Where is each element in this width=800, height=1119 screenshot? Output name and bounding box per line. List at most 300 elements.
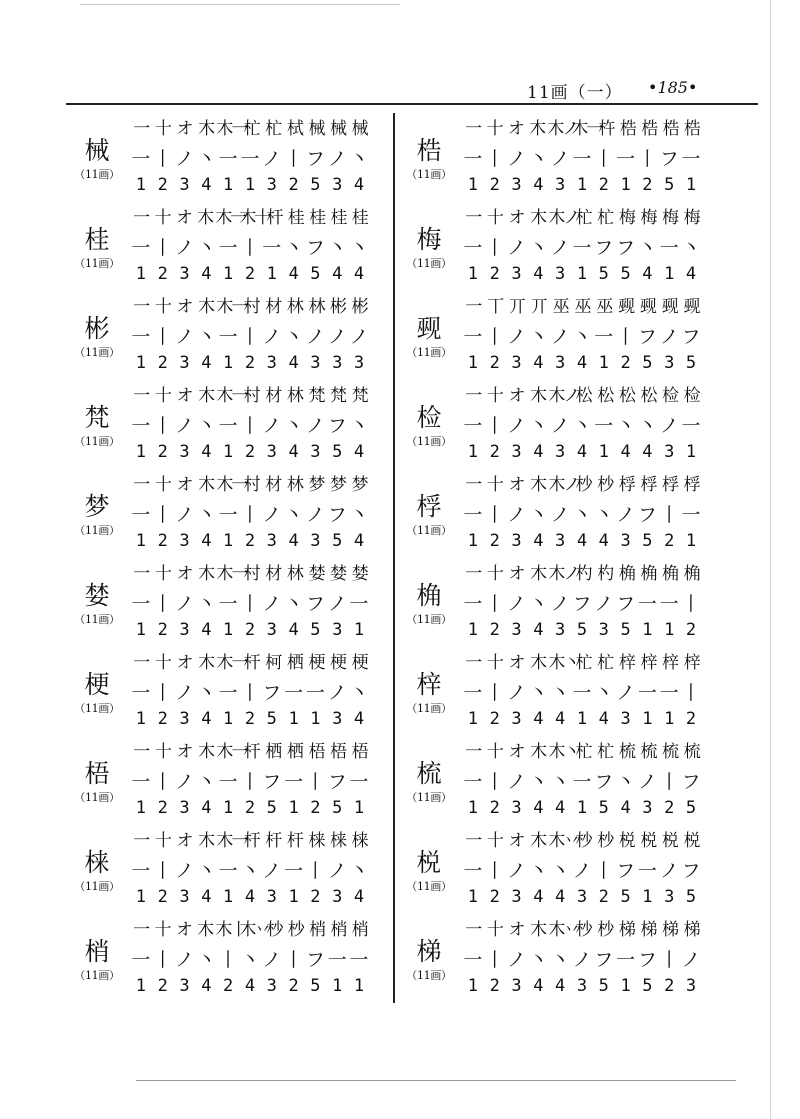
stroke-number: 1: [642, 620, 653, 640]
progressive-form: オ: [508, 386, 524, 406]
stroke-number: 4: [288, 531, 299, 551]
stroke-shape: フ: [616, 237, 636, 259]
stroke-shape: 丨: [218, 949, 238, 971]
stroke-shape: 丶: [196, 771, 216, 793]
stroke-number: 1: [223, 353, 234, 373]
stroke-number: 2: [598, 887, 609, 907]
stroke-shape: 丶: [528, 860, 548, 882]
progressive-form-row: [462, 653, 702, 673]
stroke-shape: 一: [131, 682, 151, 704]
left-column: [70, 113, 385, 1003]
stroke-number: 3: [179, 887, 190, 907]
stroke-shape: ノ: [594, 593, 614, 615]
headword-character: 桂: [84, 225, 110, 254]
stroke-shape: フ: [659, 148, 679, 170]
progressive-form: 杧: [265, 119, 281, 139]
headword-character: 梦: [84, 492, 110, 521]
stroke-shape: フ: [327, 415, 347, 437]
stroke-number: 1: [467, 353, 479, 373]
progressive-form: 梢: [351, 920, 367, 940]
stroke-number: 2: [157, 264, 168, 284]
stroke-shape: 丨: [485, 682, 505, 704]
stroke-count-badge: （11画）: [74, 969, 120, 982]
progressive-form: 桷: [618, 564, 634, 584]
column-divider: [393, 113, 395, 1003]
stroke-number: 4: [201, 798, 212, 818]
progressive-form: 十: [486, 119, 502, 139]
character-entry: [70, 469, 385, 558]
progressive-form: 梵: [308, 386, 324, 406]
progressive-form: 觋: [639, 297, 655, 317]
stroke-shape: フ: [262, 682, 282, 704]
progressive-form: 梓: [683, 653, 699, 673]
stroke-shape: ノ: [262, 949, 282, 971]
stroke-shape: 一: [572, 771, 592, 793]
progressive-form: 木十: [239, 208, 270, 228]
progressive-form: オ: [176, 297, 192, 317]
progressive-form: 木: [198, 475, 214, 495]
stroke-shape: 一: [463, 682, 483, 704]
stroke-count-badge: （11画）: [74, 791, 120, 804]
progressive-form: オ: [508, 653, 524, 673]
stroke-shape: 丨: [153, 593, 173, 615]
stroke-number: 5: [332, 531, 343, 551]
stroke-number: 1: [135, 709, 147, 729]
stroke-shape: 丨: [153, 504, 173, 526]
stroke-shape: 一: [131, 415, 151, 437]
stroke-number: 5: [266, 798, 277, 818]
progressive-form: 木丶: [548, 742, 579, 762]
progressive-form: 彬: [351, 297, 367, 317]
stroke-number: 4: [555, 976, 566, 996]
stroke-number: 2: [157, 976, 168, 996]
stroke-number: 1: [223, 798, 234, 818]
stroke-number: 4: [332, 264, 343, 284]
stroke-shape: フ: [594, 237, 614, 259]
stroke-number: 4: [642, 264, 653, 284]
progressive-form: 木: [198, 386, 214, 406]
stroke-number: 1: [223, 264, 234, 284]
stroke-number: 2: [489, 620, 500, 640]
stroke-number: 4: [533, 353, 544, 373]
progressive-form: 杧: [597, 653, 613, 673]
stroke-number: 1: [223, 442, 234, 462]
stroke-shape: ノ: [305, 326, 325, 348]
progressive-form: 栖: [286, 653, 302, 673]
stroke-number: 1: [310, 709, 321, 729]
stroke-number: 4: [533, 264, 544, 284]
stroke-number: 4: [353, 264, 365, 284]
stroke-shape: 一: [572, 148, 592, 170]
stroke-number: 3: [620, 709, 631, 729]
stroke-shape: 丶: [349, 504, 369, 526]
stroke-number: 3: [266, 442, 277, 462]
stroke-shape: ノ: [507, 682, 527, 704]
stroke-shape: ノ: [550, 148, 570, 170]
stroke-shape: ノ: [550, 415, 570, 437]
progressive-form: 梏: [619, 119, 635, 139]
progressive-form: 十: [154, 831, 170, 851]
progressive-form: 一: [133, 386, 149, 406]
progressive-form: 木一: [216, 475, 247, 495]
progressive-form: オ: [508, 920, 524, 940]
stroke-shape: ノ: [507, 237, 527, 259]
progressive-form: 杆: [265, 831, 281, 851]
stroke-shape: 丶: [616, 771, 636, 793]
progressive-form-row: [130, 742, 370, 762]
progressive-form: 十: [154, 475, 170, 495]
progressive-form: 杪: [575, 920, 591, 940]
stroke-number-row: [462, 531, 702, 551]
stroke-shape: 丶: [616, 415, 636, 437]
stroke-number: 2: [620, 353, 631, 373]
stroke-number: 3: [685, 976, 697, 996]
character-entry: [402, 825, 717, 914]
progressive-form: 木ノ: [547, 119, 578, 139]
stroke-number-row: [462, 976, 702, 996]
stroke-shape: ノ: [175, 237, 195, 259]
progressive-form: オ: [176, 564, 192, 584]
stroke-shape: フ: [616, 593, 636, 615]
stroke-number: 4: [244, 887, 256, 907]
stroke-shape: フ: [637, 949, 657, 971]
stroke-shape: 丶: [284, 593, 304, 615]
stroke-count-badge: （11画）: [74, 168, 120, 181]
progressive-form: 梓: [662, 653, 678, 673]
progressive-form: 杧: [575, 742, 591, 762]
stroke-number: 1: [664, 264, 675, 284]
stroke-number: 3: [266, 353, 277, 373]
progressive-form: 杧: [243, 119, 259, 139]
stroke-number: 2: [157, 887, 168, 907]
stroke-shape: 丨: [485, 237, 505, 259]
stroke-shape: ノ: [305, 415, 325, 437]
stroke-shape: 一: [131, 860, 151, 882]
stroke-shape: 一: [681, 148, 701, 170]
stroke-number: 1: [467, 709, 479, 729]
stroke-shape-row: [130, 860, 370, 882]
character-entry: [70, 914, 385, 1003]
progressive-form-row: [462, 920, 702, 940]
stroke-shape: ノ: [637, 771, 657, 793]
progressive-form-row: [462, 742, 702, 762]
stroke-shape: ノ: [175, 148, 195, 170]
headword-character: 梗: [84, 670, 110, 699]
stroke-number: 2: [157, 798, 168, 818]
stroke-number: 1: [223, 175, 234, 195]
stroke-shape: 丨: [284, 148, 304, 170]
stroke-shape: 一: [637, 593, 657, 615]
stroke-number: 4: [201, 531, 212, 551]
progressive-form: 梦: [351, 475, 367, 495]
stroke-shape: ノ: [262, 504, 282, 526]
stroke-shape: 一: [218, 148, 238, 170]
stroke-number: 2: [288, 976, 299, 996]
progressive-form: 十: [154, 653, 170, 673]
stroke-number: 2: [664, 531, 675, 551]
stroke-shape: 丶: [572, 415, 592, 437]
stroke-shape: 丶: [349, 415, 369, 437]
progressive-form: 杪: [597, 831, 613, 851]
stroke-shape: 一: [463, 949, 483, 971]
stroke-number: 2: [244, 798, 256, 818]
right-column: [402, 113, 717, 1003]
stroke-shape: 丶: [240, 949, 260, 971]
stroke-shape: ノ: [349, 326, 369, 348]
progressive-form: 木: [530, 208, 546, 228]
stroke-number: 3: [555, 175, 566, 195]
stroke-shape: ノ: [572, 949, 592, 971]
stroke-number: 1: [135, 175, 147, 195]
stroke-number: 4: [353, 442, 365, 462]
stroke-number-row: [130, 709, 370, 729]
headword-character: 梏: [416, 136, 442, 165]
progressive-form: 木: [198, 653, 214, 673]
stroke-number: 1: [620, 976, 631, 996]
progressive-form: 梅: [683, 208, 699, 228]
progressive-form: 松: [597, 386, 613, 406]
stroke-shape-row: [130, 415, 370, 437]
stroke-number: 2: [157, 175, 168, 195]
stroke-number: 2: [244, 620, 256, 640]
stroke-number: 3: [511, 353, 522, 373]
stroke-shape: ノ: [175, 593, 195, 615]
stroke-number: 4: [598, 531, 609, 551]
stroke-shape: 丨: [153, 682, 173, 704]
progressive-form: 巫: [574, 297, 590, 317]
stroke-shape: 一: [218, 682, 238, 704]
progressive-form: オ: [176, 119, 192, 139]
stroke-shape-row: [130, 771, 370, 793]
stroke-shape: 丨: [153, 237, 173, 259]
stroke-shape-row: [130, 148, 370, 170]
stroke-shape: ノ: [550, 593, 570, 615]
stroke-number: 2: [685, 620, 697, 640]
stroke-number: 3: [555, 620, 566, 640]
headword-character: 梢: [84, 937, 110, 966]
stroke-shape: 丶: [594, 682, 614, 704]
stroke-number-row: [130, 442, 370, 462]
stroke-shape: 丶: [196, 237, 216, 259]
stroke-shape: 一: [327, 949, 347, 971]
progressive-form: 桷: [662, 564, 678, 584]
progressive-form: 栻: [286, 119, 302, 139]
stroke-number: 2: [685, 709, 697, 729]
progressive-form: 木一: [216, 653, 247, 673]
progressive-form-row: [462, 831, 702, 851]
stroke-number: 2: [598, 175, 609, 195]
progressive-form: 木丨: [215, 920, 246, 940]
progressive-form: 梳: [683, 742, 699, 762]
stroke-number: 5: [266, 709, 277, 729]
stroke-shape: ノ: [175, 504, 195, 526]
stroke-shape: 一: [659, 237, 679, 259]
stroke-shape-row: [462, 148, 702, 170]
stroke-number: 2: [642, 175, 653, 195]
character-entry: [402, 380, 717, 469]
stroke-number: 5: [598, 976, 609, 996]
stroke-shape: 丶: [196, 682, 216, 704]
stroke-number: 1: [467, 531, 479, 551]
stroke-number: 1: [135, 264, 147, 284]
stroke-shape: 丶: [196, 949, 216, 971]
stroke-shape-row: [462, 860, 702, 882]
stroke-shape: 丨: [240, 237, 260, 259]
stroke-shape: 一: [463, 771, 483, 793]
progressive-form: 梵: [351, 386, 367, 406]
stroke-shape: 丶: [528, 326, 548, 348]
stroke-shape-row: [462, 326, 702, 348]
character-entry: [70, 113, 385, 202]
stroke-number: 2: [244, 264, 256, 284]
stroke-number: 4: [533, 709, 544, 729]
headword-character: 婪: [84, 581, 110, 610]
stroke-shape: 丨: [153, 771, 173, 793]
stroke-number: 3: [179, 353, 190, 373]
stroke-shape: ノ: [659, 415, 679, 437]
stroke-shape: 丶: [528, 771, 548, 793]
stroke-shape: 丨: [485, 148, 505, 170]
stroke-shape-row: [462, 415, 702, 437]
stroke-shape: 丨: [240, 504, 260, 526]
progressive-form: 梦: [308, 475, 324, 495]
stroke-number: 3: [511, 620, 522, 640]
stroke-number: 1: [664, 709, 675, 729]
stroke-number-row: [130, 353, 370, 373]
stroke-shape: 丶: [572, 504, 592, 526]
stroke-number: 5: [685, 798, 697, 818]
progressive-form: 木丷: [548, 920, 579, 940]
stroke-shape: ノ: [262, 860, 282, 882]
stroke-shape-row: [462, 237, 702, 259]
stroke-shape: 丨: [681, 682, 701, 704]
progressive-form: 木: [198, 564, 214, 584]
progressive-form: 棁: [618, 831, 634, 851]
stroke-number: 4: [642, 442, 653, 462]
progressive-form: 梅: [640, 208, 656, 228]
stroke-number: 1: [685, 531, 697, 551]
stroke-shape: 丶: [196, 860, 216, 882]
stroke-shape: ノ: [507, 593, 527, 615]
progressive-form: 桂: [309, 208, 325, 228]
stroke-shape: ノ: [175, 682, 195, 704]
progressive-form: 丅: [487, 297, 503, 317]
stroke-number: 4: [533, 175, 544, 195]
stroke-number: 1: [664, 620, 675, 640]
stroke-shape: 丶: [284, 326, 304, 348]
stroke-shape: フ: [616, 860, 636, 882]
stroke-number: 4: [201, 887, 212, 907]
stroke-number-row: [462, 620, 702, 640]
stroke-number: 4: [353, 175, 365, 195]
stroke-number: 1: [576, 709, 588, 729]
section-title: 11画（一）: [527, 83, 623, 103]
stroke-number: 4: [244, 976, 256, 996]
progressive-form: オ: [176, 653, 192, 673]
stroke-count-badge: （11画）: [74, 702, 120, 715]
stroke-count-badge: （11画）: [406, 880, 452, 893]
headword-character: 梯: [416, 937, 442, 966]
character-entry: [402, 914, 717, 1003]
progressive-form: 木一: [216, 119, 247, 139]
stroke-number: 3: [598, 620, 609, 640]
stroke-shape: フ: [637, 504, 657, 526]
progressive-form: 梵: [330, 386, 346, 406]
stroke-shape: ノ: [550, 504, 570, 526]
stroke-count-badge: （11画）: [406, 168, 452, 181]
stroke-shape: 一: [681, 415, 701, 437]
progressive-form: 木ノ: [548, 208, 579, 228]
progressive-form: 杆: [243, 831, 259, 851]
stroke-number: 4: [533, 620, 544, 640]
scan-edge-right: [770, 0, 771, 1119]
stroke-shape: 一: [349, 949, 369, 971]
stroke-shape: 一: [218, 593, 238, 615]
stroke-number: 2: [244, 709, 256, 729]
progressive-form: 松: [640, 386, 656, 406]
stroke-number: 2: [489, 798, 500, 818]
progressive-form: 木: [530, 475, 546, 495]
stroke-number: 2: [157, 442, 168, 462]
progressive-form: 棁: [640, 831, 656, 851]
stroke-number: 1: [642, 709, 653, 729]
progressive-form: 巫: [596, 297, 612, 317]
character-entry: [402, 291, 717, 380]
stroke-number: 5: [310, 976, 321, 996]
progressive-form: 梧: [308, 742, 324, 762]
progressive-form: 一: [133, 208, 149, 228]
stroke-number: 4: [555, 798, 566, 818]
stroke-number: 1: [685, 442, 697, 462]
headword-character: 梅: [416, 225, 442, 254]
stroke-shape: ノ: [507, 771, 527, 793]
stroke-number: 3: [642, 798, 653, 818]
stroke-number: 3: [511, 798, 522, 818]
stroke-shape: 丶: [196, 326, 216, 348]
progressive-form: 木: [530, 564, 546, 584]
stroke-shape: ノ: [327, 148, 347, 170]
stroke-shape: 丶: [681, 237, 701, 259]
stroke-number-row: [130, 887, 370, 907]
headword-character: 械: [84, 136, 110, 165]
progressive-form: 十: [154, 564, 170, 584]
stroke-number: 3: [179, 976, 190, 996]
stroke-number: 4: [685, 264, 697, 284]
stroke-number: 4: [201, 353, 212, 373]
character-entry: [70, 380, 385, 469]
stroke-number: 1: [223, 709, 234, 729]
progressive-form: 杪: [287, 920, 303, 940]
progressive-form: 梯: [640, 920, 656, 940]
stroke-shape: 一: [616, 148, 636, 170]
progressive-form: オ: [508, 564, 524, 584]
stroke-shape: フ: [681, 860, 701, 882]
stroke-shape: 丨: [153, 949, 173, 971]
stroke-shape: フ: [305, 593, 325, 615]
stroke-number: 2: [157, 620, 168, 640]
stroke-count-badge: （11画）: [74, 524, 120, 537]
stroke-shape: 丨: [485, 415, 505, 437]
progressive-form: 杪: [575, 831, 591, 851]
header-rule: [66, 103, 758, 105]
stroke-shape: 丨: [305, 771, 325, 793]
stroke-shape: 一: [240, 148, 260, 170]
stroke-shape: 一: [572, 682, 592, 704]
stroke-shape: フ: [637, 326, 657, 348]
stroke-number: 5: [620, 620, 631, 640]
stroke-shape: 一: [616, 949, 636, 971]
stroke-number: 5: [598, 798, 609, 818]
